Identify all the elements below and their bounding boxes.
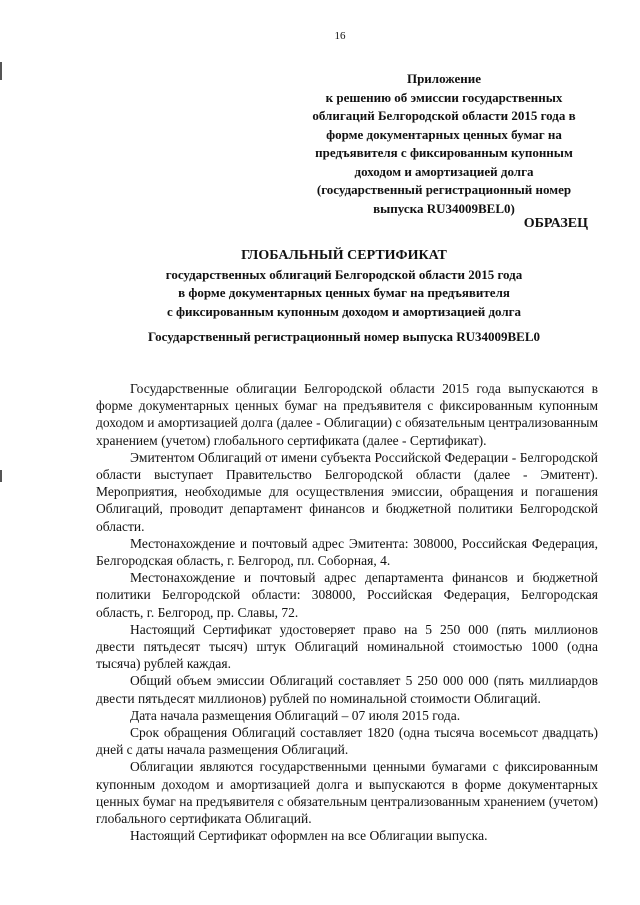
scan-edge-mark <box>0 62 2 80</box>
registration-number-line: Государственный регистрационный номер выпуска RU34009BEL0 <box>147 329 541 344</box>
body-paragraph: Эмитентом Облигаций от имени субъекта Российской Федерации - Белгородской области выступает Правительство Белгородской области (далее - Эмитент). Мероприятия, необходимые для осуществления эмиссии, обращения и погашения Облигаций, проводит департамент финансов и бюджетной политики Белгородской области. <box>96 449 598 534</box>
annex-line: предъявителя с фиксированным купонным <box>315 145 573 160</box>
body-paragraph: Облигации являются государственными ценными бумагами с фиксированным купонным доходом и амортизацией долга и выпускаются в форме документарных ценных бумаг на предъявителя с обязательным централизованным хранением (учетом) глобального сертификата Облигаций. <box>96 759 598 827</box>
document-body <box>96 380 598 844</box>
scan-edge-mark <box>0 470 2 482</box>
sample-label: ОБРАЗЕЦ <box>523 216 588 231</box>
document-title <box>96 247 592 321</box>
page-number: 16 <box>334 30 346 42</box>
title-main: ГЛОБАЛЬНЫЙ СЕРТИФИКАТ <box>241 248 447 263</box>
annex-line: (государственный регистрационный номер <box>316 182 572 197</box>
annex-line: выпуска RU34009BEL0) <box>373 200 515 216</box>
body-paragraph: Местонахождение и почтовый адрес департамента финансов и бюджетной политики Белгородской области: 308000, Российская Федерация, Белгородская область, г. Белгород, пр. Славы, 72. <box>96 570 598 620</box>
title-subline: в форме документарных ценных бумаг на предъявителя <box>178 285 510 300</box>
annex-line: форме документарных ценных бумаг на <box>326 126 562 142</box>
body-paragraph: Настоящий Сертификат удостоверяет право на 5 250 000 (пять миллионов двести пятьдесят тысяч) штук Облигаций номинальной стоимостью 1000 (одна тысяча) рублей каждая. <box>96 621 598 672</box>
body-paragraph: Местонахождение и почтовый адрес Эмитента: 308000, Российская Федерация, Белгородская область, г. Белгород, пл. Соборная, 4. <box>96 535 598 569</box>
body-paragraph: Государственные облигации Белгородской области 2015 года выпускаются в форме документарных ценных бумаг на предъявителя с фиксированным купонным доходом и амортизацией долга (далее - Облигации) с обязательным централизованным хранением (учетом) глобального сертификата (далее - Сертификат). <box>96 381 598 448</box>
annex-header <box>298 70 590 218</box>
annex-line: доходом и амортизацией долга <box>354 163 534 179</box>
body-paragraph: Общий объем эмиссии Облигаций составляет 5 250 000 000 (пять миллиардов двести пятьдесят миллионов) рублей по номинальной стоимости Облигаций. <box>96 673 598 706</box>
title-subline: с фиксированным купонным доходом и амортизацией долга <box>166 303 522 319</box>
body-paragraph: Срок обращения Облигаций составляет 1820 (одна тысяча восемьсот двадцать) дней с даты начала размещения Облигаций. <box>96 725 598 758</box>
title-subline: государственных облигаций Белгородской области 2015 года <box>165 266 523 282</box>
body-paragraph: Дата начала размещения Облигаций – 07 июля 2015 года. <box>130 707 461 723</box>
annex-line: облигаций Белгородской области 2015 года в <box>312 108 576 123</box>
annex-line: к решению об эмиссии государственных <box>325 89 563 105</box>
body-paragraph: Настоящий Сертификат оформлен на все Облигации выпуска. <box>130 828 488 844</box>
annex-line: Приложение <box>406 71 482 86</box>
